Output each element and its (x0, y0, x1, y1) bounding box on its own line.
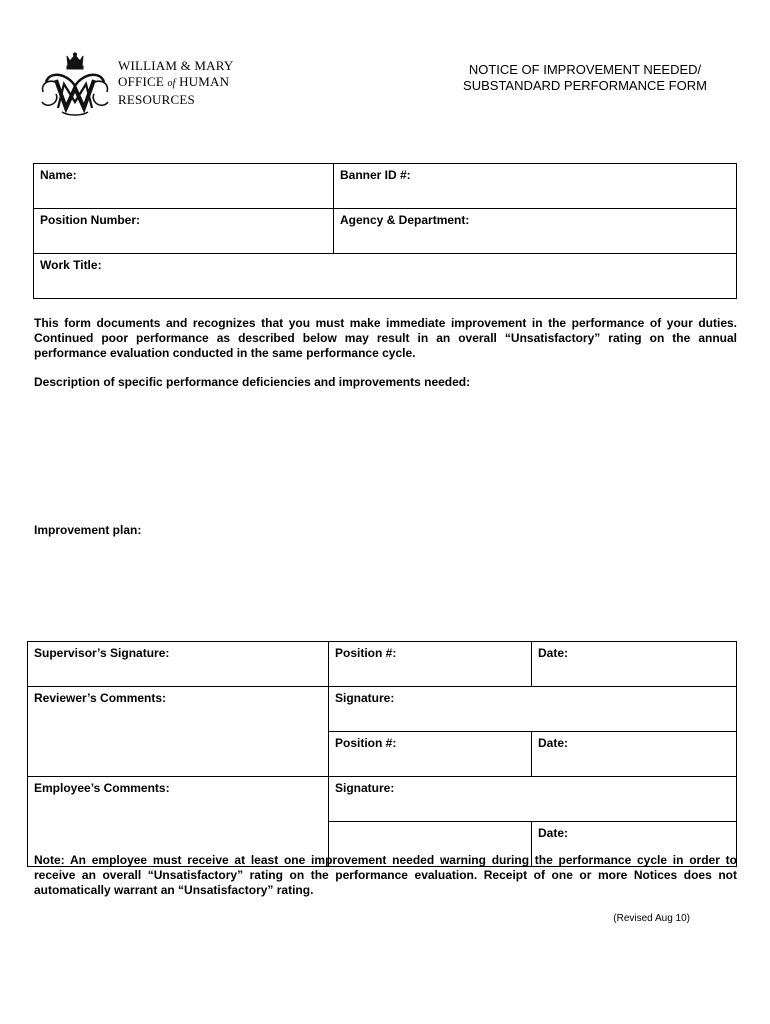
name-label: Name: (40, 168, 77, 182)
reviewer-position-label: Position #: (335, 736, 397, 750)
supervisor-date-label: Date: (538, 646, 569, 660)
revision-date: (Revised Aug 10) (613, 913, 690, 924)
reviewer-signature-label: Signature: (335, 691, 395, 705)
work-title-label: Work Title: (40, 258, 102, 272)
employee-date-label: Date: (538, 826, 569, 840)
supervisor-position-field[interactable] (329, 642, 532, 687)
supervisor-date-field[interactable] (532, 642, 737, 687)
org-line-1: WILLIAM & MARY (118, 58, 234, 73)
banner-id-label: Banner ID #: (340, 168, 411, 182)
form-title-line-2: SUBSTANDARD PERFORMANCE FORM (463, 78, 707, 93)
description-label: Description of specific performance deficiencies and improvements needed: (34, 375, 471, 389)
org-line-2 (118, 74, 233, 92)
name-field[interactable] (34, 164, 334, 209)
org-line-2-of: of (167, 78, 176, 89)
note-paragraph: Note: An employee must receive at least one improvement needed warning during the performance cycle in order to receive an overall “Unsatisfactory” rating on the performance evaluation. Receipt of one or more Notices does not automatically warrant an “Unsatisfactory” rating. (34, 853, 737, 897)
reviewer-date-field[interactable] (532, 732, 737, 777)
org-line-3: RESOURCES (118, 92, 195, 107)
banner-id-field[interactable] (334, 164, 737, 209)
wm-cypher-logo-icon (38, 52, 112, 118)
form-title (430, 62, 740, 94)
supervisor-signature-field[interactable] (28, 642, 329, 687)
employee-signature-label: Signature: (335, 781, 395, 795)
reviewer-comments-field[interactable] (28, 687, 329, 777)
agency-department-label: Agency & Department: (340, 213, 470, 227)
signature-table (27, 641, 737, 867)
intro-paragraph: This form documents and recognizes that you must make immediate improvement in the performance of your duties. Continued poor performance as described below may result in an overall “Unsatisfactory” rating on the annual performance evaluation conducted in the same performance cycle. (34, 316, 737, 360)
org-name (118, 58, 233, 108)
employee-comments-label: Employee’s Comments: (34, 781, 170, 795)
supervisor-position-label: Position #: (335, 646, 397, 660)
improvement-plan-label: Improvement plan: (34, 523, 142, 537)
reviewer-date-label: Date: (538, 736, 569, 750)
org-line-2-human: HUMAN (179, 74, 230, 89)
reviewer-signature-field[interactable] (329, 687, 737, 732)
form-title-line-1: NOTICE OF IMPROVEMENT NEEDED/ (468, 62, 702, 77)
employee-info-table (33, 163, 737, 299)
work-title-field[interactable] (34, 254, 737, 299)
employee-signature-field[interactable] (329, 777, 737, 822)
agency-department-field[interactable] (334, 209, 737, 254)
org-line-2-office: OFFICE (118, 74, 164, 89)
reviewer-comments-label: Reviewer’s Comments: (34, 691, 167, 705)
position-number-label: Position Number: (40, 213, 141, 227)
supervisor-signature-label: Supervisor’s Signature: (34, 646, 170, 660)
position-number-field[interactable] (34, 209, 334, 254)
reviewer-position-field[interactable] (329, 732, 532, 777)
